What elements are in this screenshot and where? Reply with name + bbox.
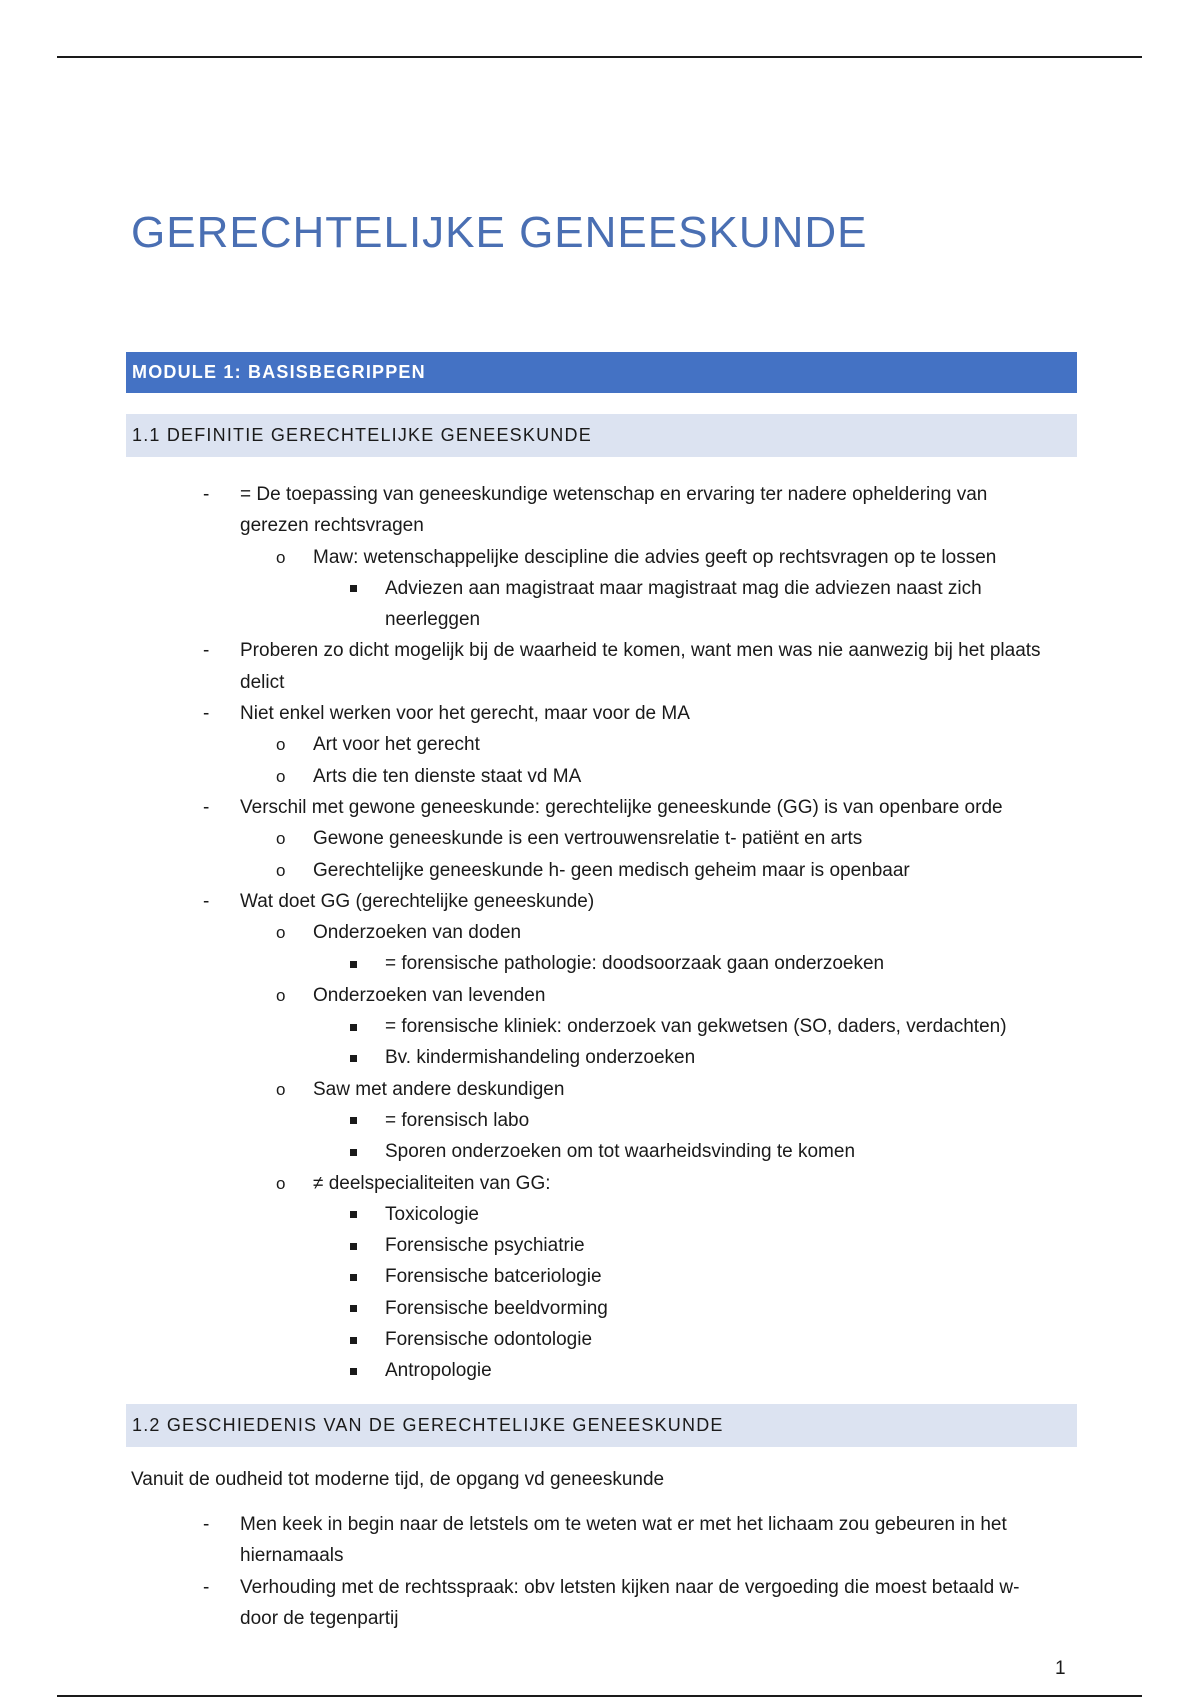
- dash-bullet-icon: -: [203, 484, 210, 505]
- list-item: [385, 1261, 1025, 1292]
- circle-bullet-icon: o: [276, 1079, 286, 1099]
- square-bullet-icon: [350, 1011, 357, 1042]
- list-item-text: Onderzoeken van doden: [313, 922, 522, 944]
- list-item-text: Antropologie: [385, 1360, 492, 1382]
- list-item: [276, 729, 1053, 760]
- dash-bullet-icon: -: [203, 1514, 210, 1535]
- list-item-text: Art voor het gerecht: [313, 734, 480, 756]
- section-heading-1-1: 1.1 DEFINITIE GERECHTELIJKE GENEESKUNDE: [126, 414, 1077, 457]
- list-item-text: Men keek in begin naar de letstels om te weten wat er met het lichaam zou gebeuren in het hiernamaals: [240, 1514, 1007, 1567]
- list-item: [385, 1324, 1025, 1355]
- circle-bullet-icon: o: [276, 1173, 286, 1193]
- list-item-text: Verhouding met de rechtsspraak: obv letsten kijken naar de vergoeding die moest betaald w- door de tegenpartij: [240, 1576, 1020, 1629]
- dash-bullet-icon: -: [203, 703, 210, 725]
- section-heading-1-2: 1.2 GESCHIEDENIS VAN DE GERECHTELIJKE GENEESKUNDE: [126, 1404, 1077, 1447]
- list-item-text: Maw: wetenschappelijke descipline die advies geeft op rechtsvragen op te lossen: [313, 546, 997, 568]
- square-bullet-icon: [350, 573, 357, 604]
- history-intro: Vanuit de oudheid tot moderne tijd, de opgang vd geneeskunde: [131, 1469, 665, 1490]
- list-item-text: Arts die ten dienste staat vd MA: [313, 765, 582, 787]
- circle-bullet-icon: o: [276, 923, 286, 943]
- list-item-text: Forensische odontologie: [385, 1329, 593, 1351]
- list-item: [203, 792, 1050, 823]
- list-item: [203, 1509, 1050, 1572]
- circle-bullet-icon: o: [276, 547, 286, 567]
- list-item-text: Sporen onderzoeken om tot waarheidsvinding te komen: [385, 1141, 856, 1163]
- list-item: [203, 698, 1050, 729]
- list-item: [276, 980, 1053, 1011]
- list-item-text: Saw met andere deskundigen: [313, 1078, 565, 1100]
- list-item-text: Proberen zo dicht mogelijk bij de waarheid te komen, want men was nie aanwezig bij het plaats delict: [240, 640, 1041, 693]
- list-item-text: Verschil met gewone geneeskunde: gerechtelijke geneeskunde (GG) is van openbare orde: [240, 796, 1003, 818]
- square-bullet-icon: [350, 1199, 357, 1230]
- history-list: [0, 1509, 1200, 1634]
- square-bullet-icon: [350, 1042, 357, 1073]
- list-item: [203, 886, 1050, 917]
- list-item: [385, 948, 1025, 979]
- list-item-text: = forensische kliniek: onderzoek van gekwetsen (SO, daders, verdachten): [385, 1016, 1007, 1038]
- header-rule: [57, 56, 1142, 58]
- list-item: [385, 1199, 1025, 1230]
- list-item-text: Forensische batceriologie: [385, 1266, 602, 1288]
- square-bullet-icon: [350, 1136, 357, 1167]
- list-item-text: Forensische beeldvorming: [385, 1297, 608, 1319]
- list-item: [276, 1168, 1053, 1199]
- list-item-text: Wat doet GG (gerechtelijke geneeskunde): [240, 890, 595, 912]
- list-item: [203, 1572, 1050, 1635]
- list-item: [276, 1074, 1053, 1105]
- list-item-text: = forensisch labo: [385, 1109, 530, 1131]
- dash-bullet-icon: -: [203, 796, 210, 818]
- list-item: [276, 823, 1053, 854]
- document-title: GERECHTELIJKE GENEESKUNDE: [131, 208, 868, 257]
- list-item: [385, 1230, 1025, 1261]
- footer-rule: [57, 1695, 1142, 1697]
- square-bullet-icon: [350, 1324, 357, 1355]
- list-item: [385, 1105, 1025, 1136]
- page-number: 1: [1055, 1658, 1066, 1679]
- list-item: [276, 855, 1053, 886]
- list-item: [385, 1042, 1025, 1073]
- dash-bullet-icon: -: [203, 1576, 210, 1598]
- list-item-text: Toxicologie: [385, 1203, 479, 1225]
- list-item-text: = forensische pathologie: doodsoorzaak gaan onderzoeken: [385, 953, 885, 975]
- square-bullet-icon: [350, 1293, 357, 1324]
- list-item-text: Onderzoeken van levenden: [313, 984, 546, 1006]
- list-item-text: Gewone geneeskunde is een vertrouwensrelatie t- patiënt en arts: [313, 828, 863, 850]
- dash-bullet-icon: -: [203, 640, 210, 662]
- list-item: [385, 573, 1025, 636]
- list-item: [203, 479, 1050, 542]
- list-item: [276, 761, 1053, 792]
- list-item-text: Adviezen aan magistraat maar magistraat mag die adviezen naast zich neerleggen: [385, 577, 982, 631]
- square-bullet-icon: [350, 1230, 357, 1261]
- square-bullet-icon: [350, 1355, 357, 1386]
- list-item: [385, 1011, 1025, 1042]
- list-item: [385, 1355, 1025, 1386]
- list-item: [385, 1136, 1025, 1167]
- circle-bullet-icon: o: [276, 766, 286, 786]
- list-item: [276, 542, 1053, 573]
- definition-list: [0, 479, 1200, 1387]
- circle-bullet-icon: o: [276, 829, 286, 849]
- module-heading: MODULE 1: BASISBEGRIPPEN: [126, 352, 1077, 393]
- circle-bullet-icon: o: [276, 985, 286, 1005]
- list-item-text: Forensische psychiatrie: [385, 1235, 585, 1257]
- square-bullet-icon: [350, 948, 357, 979]
- square-bullet-icon: [350, 1261, 357, 1292]
- dash-bullet-icon: -: [203, 890, 210, 912]
- list-item-text: Gerechtelijke geneeskunde h- geen medisch geheim maar is openbaar: [313, 859, 910, 881]
- list-item: [203, 635, 1050, 698]
- square-bullet-icon: [350, 1105, 357, 1136]
- list-item-text: Niet enkel werken voor het gerecht, maar voor de MA: [240, 703, 690, 725]
- list-item: [276, 917, 1053, 948]
- list-item: [385, 1293, 1025, 1324]
- circle-bullet-icon: o: [276, 860, 286, 880]
- list-item-text: ≠ deelspecialiteiten van GG:: [313, 1172, 551, 1194]
- list-item-text: = De toepassing van geneeskundige wetenschap en ervaring ter nadere opheldering van gerezen rechtsvragen: [240, 484, 988, 537]
- circle-bullet-icon: o: [276, 735, 286, 755]
- list-item-text: Bv. kindermishandeling onderzoeken: [385, 1047, 696, 1069]
